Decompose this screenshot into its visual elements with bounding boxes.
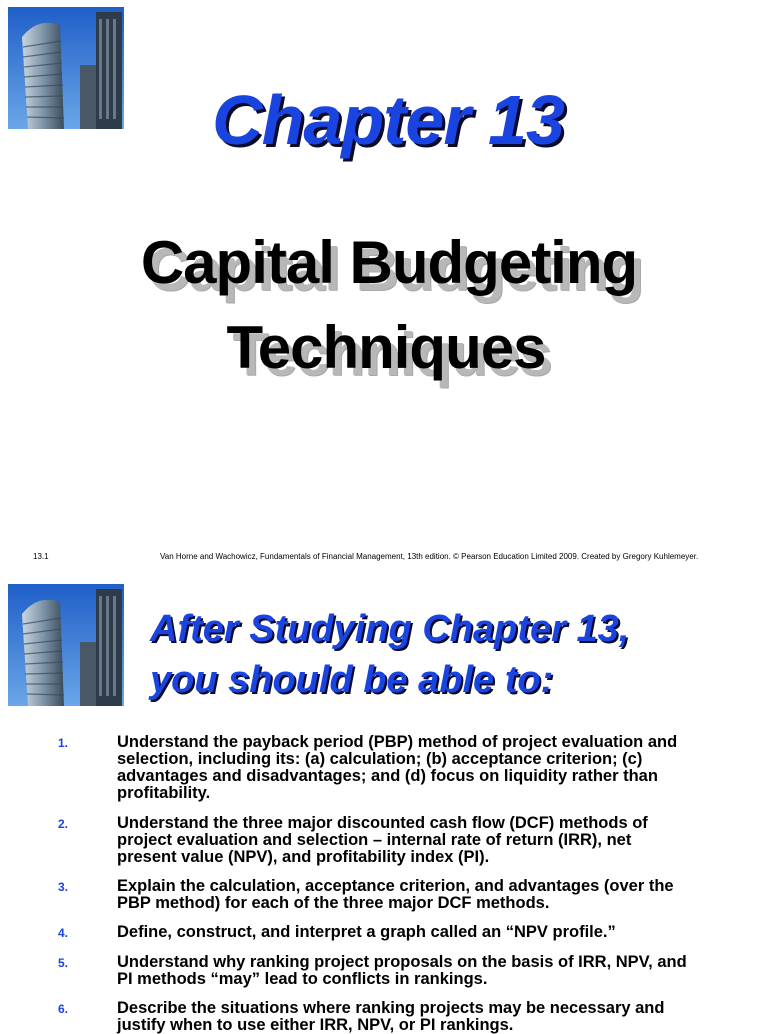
list-number: 6. <box>58 1002 69 1016</box>
list-number: 3. <box>58 880 69 894</box>
objectives-slide <box>0 576 768 1034</box>
building-photo <box>8 584 124 706</box>
title-line-2: Techniques <box>226 314 546 381</box>
list-number: 2. <box>58 817 69 831</box>
list-text: Understand why ranking project proposals on the basis of IRR, NPV, and PI methods “may” lead to conflicts in rankings. <box>117 953 687 988</box>
footer-credit: Van Horne and Wachowicz, Fundamentals of Financial Management, 13th edition. © Pearson Education Limited 2009. Created by Gregory Kuhlemeyer. <box>160 552 699 561</box>
list-text: Understand the payback period (PBP) method of project evaluation and selection, including its: (a) calculation; (b) acceptance criterion; (c) advantages and disadvantages; and (d) focus on liquidity rather than profitability. <box>117 733 678 802</box>
list-text: Define, construct, and interpret a graph called an “NPV profile.” <box>117 923 616 941</box>
chapter-title: Chapter 13 <box>212 81 564 159</box>
list-number: 1. <box>58 736 69 750</box>
list-number: 4. <box>58 926 69 940</box>
list-text: Understand the three major discounted cash flow (DCF) methods of project evaluation and selection – internal rate of return (IRR), net present value (NPV), and profitability index (PI). <box>117 814 648 866</box>
list-number: 5. <box>58 956 69 970</box>
slide-number: 13.1 <box>33 552 49 561</box>
title-line-1: Capital Budgeting <box>140 229 638 296</box>
slide-title-line-1: After Studying Chapter 13, <box>150 608 630 650</box>
list-text: Describe the situations where ranking projects may be necessary and justify when to use either IRR, NPV, or PI rankings. <box>117 999 665 1034</box>
list-text: Explain the calculation, acceptance criterion, and advantages (over the PBP method) for each of the three major DCF methods. <box>117 877 674 912</box>
slide-title-line-2: you should be able to: <box>150 659 554 701</box>
